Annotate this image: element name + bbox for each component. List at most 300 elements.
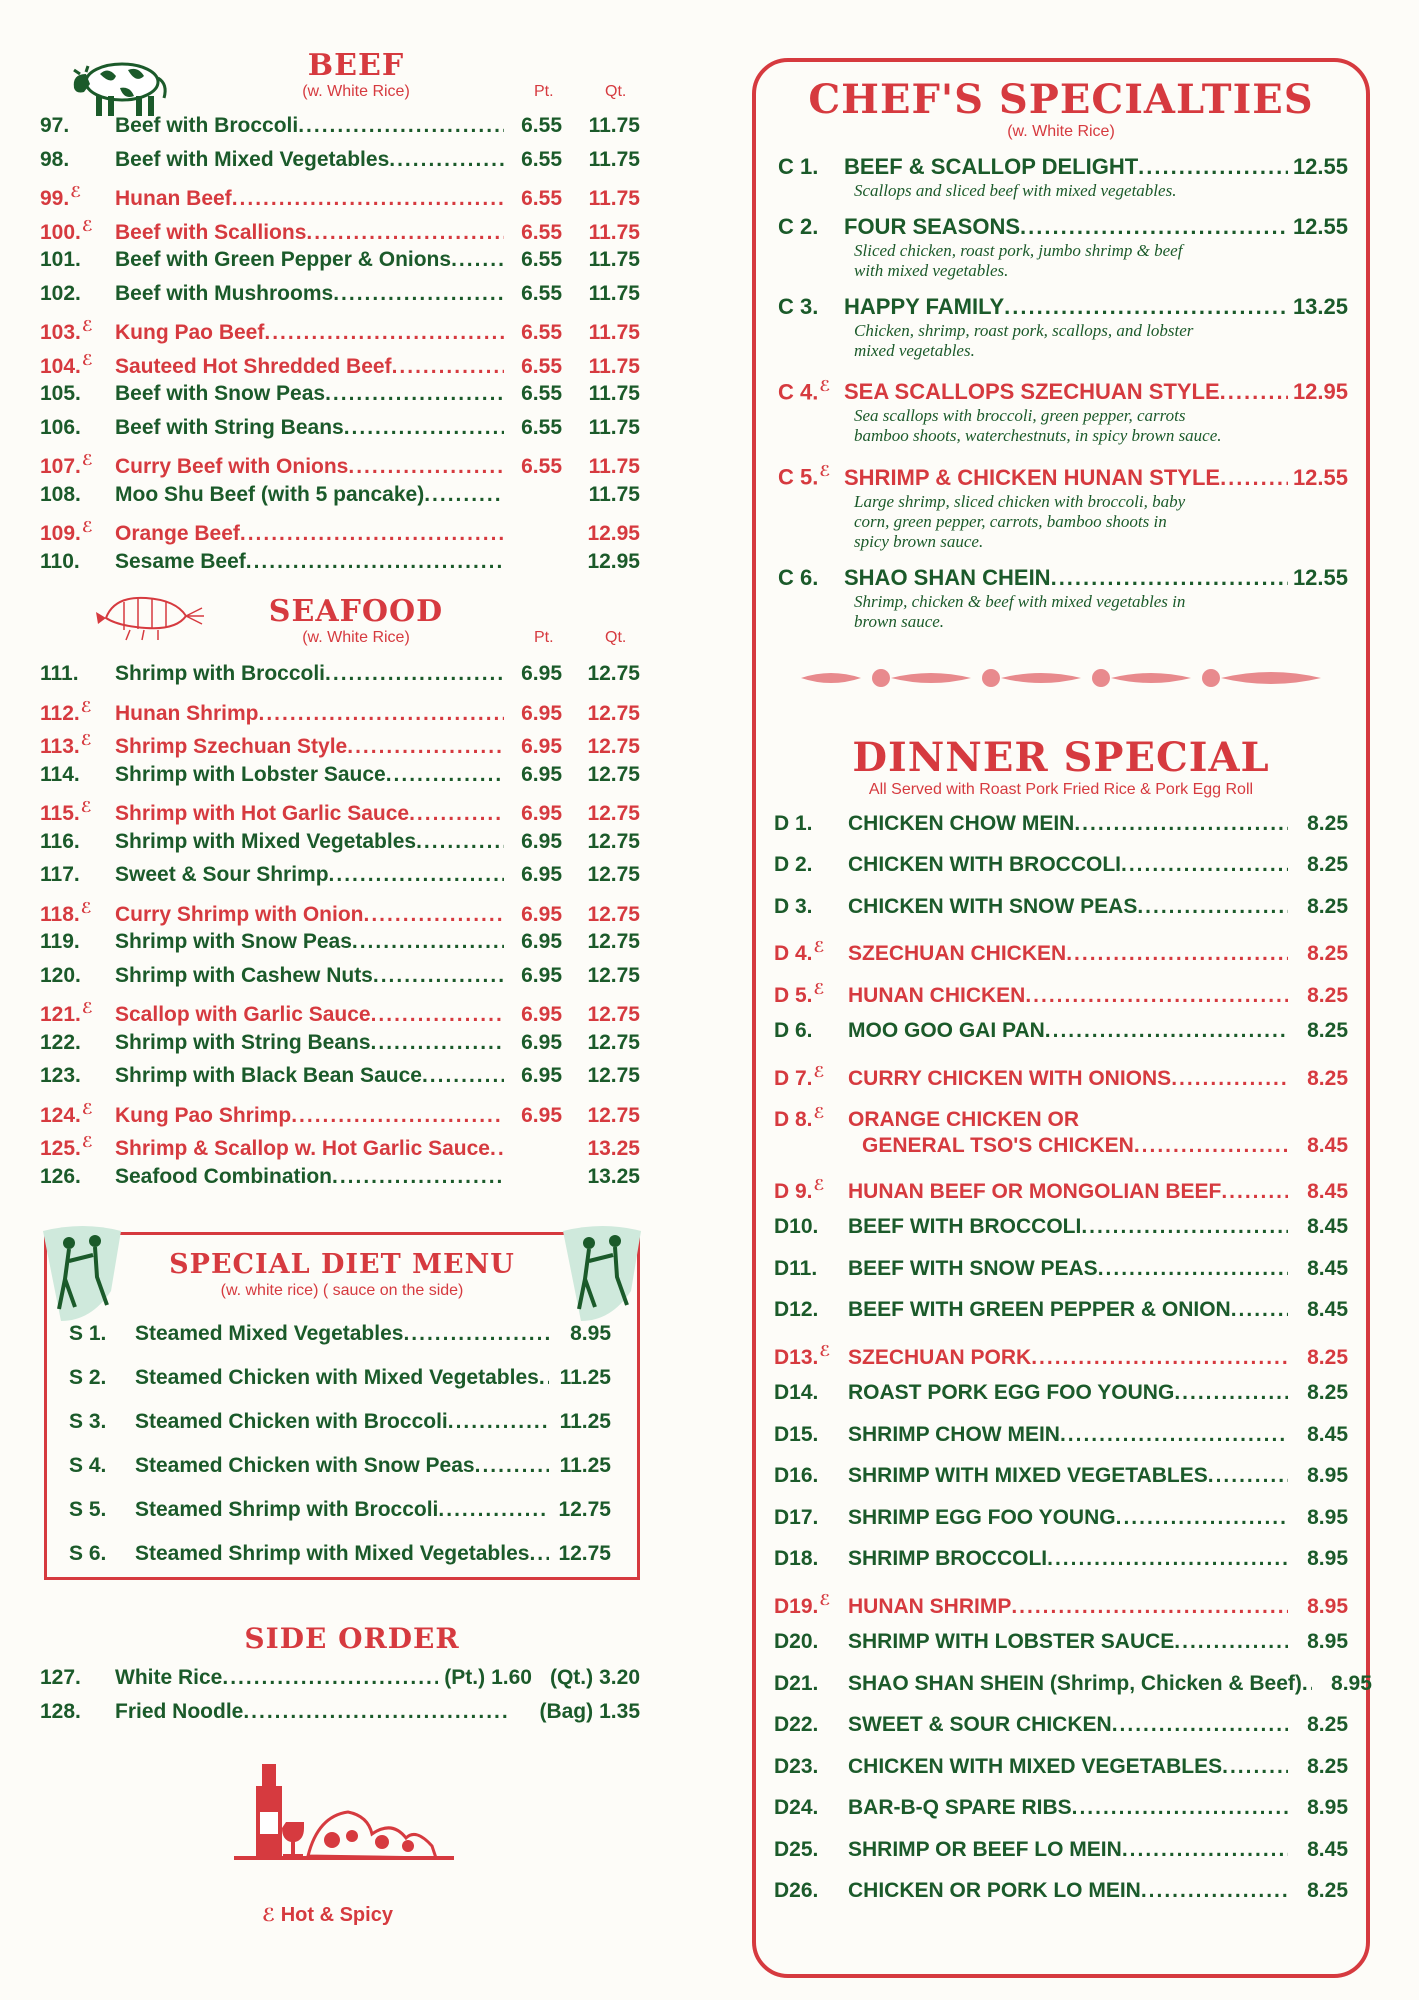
dinner-item: [774, 1052, 1348, 1094]
pepper-icon: ℰ: [81, 217, 93, 235]
item-description: mixed vegetables.: [854, 341, 975, 360]
dinner-list: [756, 803, 1372, 1912]
price-pint: 6.55: [521, 281, 562, 305]
pepper-icon: ℰ: [813, 1105, 825, 1123]
item-number: D 5.$^ℰ$: [774, 980, 825, 1007]
item-number: S 6.: [69, 1542, 107, 1565]
item-name: White Rice: [115, 1666, 223, 1689]
leader-dots: [352, 925, 504, 959]
price-pint: 6.95: [521, 963, 562, 987]
item-number: 116.: [40, 829, 80, 853]
dinner-item: [774, 1870, 1348, 1912]
price-quart: 11.75: [588, 354, 640, 378]
price-quart: 13.25: [587, 1164, 640, 1188]
price-2: 3.20: [599, 1666, 640, 1689]
item-price: 8.25: [1307, 1381, 1348, 1405]
item-number: 98.: [40, 147, 70, 171]
item-name: SWEET & SOUR CHICKEN: [848, 1713, 1112, 1737]
chef-list: [756, 153, 1366, 632]
price-1: 1.60: [491, 1666, 532, 1689]
diet-item: [69, 1488, 611, 1532]
beef-item: [40, 377, 640, 411]
item-number: D12.: [774, 1298, 819, 1322]
diet-list: [47, 1300, 637, 1576]
wine-fruit-icon: [232, 1760, 458, 1870]
beef-pt-header: Pt.: [534, 83, 554, 100]
item-name: Shrimp with Broccoli: [115, 662, 326, 685]
item-number: 103.$^ℰ$: [40, 318, 93, 344]
diet-subtitle: (w. white rice) ( sauce on the side): [220, 1282, 464, 1299]
seafood-item: [40, 791, 640, 825]
item-price: 12.55: [1292, 154, 1348, 179]
price-quart: 11.75: [588, 382, 640, 405]
item-number: 108.: [40, 482, 81, 506]
leader-dots: [1047, 1538, 1288, 1580]
leader-dots: [243, 1695, 509, 1729]
beef-item: [40, 545, 640, 579]
leader-dots: [1116, 1497, 1288, 1539]
item-number: 100.$^ℰ$: [40, 217, 93, 244]
item-price: 8.25: [1307, 1019, 1348, 1043]
seafood-item: [40, 657, 640, 691]
item-price: 8.45: [1307, 1256, 1348, 1280]
dinner-item: [774, 844, 1348, 886]
beef-item: [40, 310, 640, 344]
price-quart: 11.75: [588, 220, 640, 244]
item-number: D 8.$^ℰ$: [774, 1105, 825, 1132]
price-quart: 12.75: [587, 762, 640, 786]
beef-list: [40, 109, 640, 578]
item-name: Hunan Beef: [115, 187, 232, 210]
item-name: Curry Beef with Onions: [115, 455, 349, 478]
item-name: CHICKEN OR PORK LO MEIN: [848, 1879, 1141, 1903]
item-name: SHRIMP WITH LOBSTER SAUCE: [848, 1630, 1175, 1654]
item-number: D18.: [774, 1547, 819, 1571]
price-pint: 6.55: [521, 248, 562, 271]
dancers-icon-right: [559, 1221, 645, 1327]
pepper-icon: ℰ: [70, 184, 82, 201]
beef-item: [40, 511, 640, 545]
item-name: Shrimp with Lobster Sauce: [115, 762, 386, 786]
item-name: Steamed Chicken with Mixed Vegetables: [135, 1366, 539, 1389]
item-description: Scallops and sliced beef with mixed vegetables.: [854, 181, 1177, 200]
dinner-item: [774, 1621, 1348, 1663]
price-quart: 12.75: [587, 1064, 640, 1087]
dinner-item: [774, 1497, 1348, 1539]
leader-dots: [416, 825, 504, 859]
item-number: 124.$^ℰ$: [40, 1100, 93, 1127]
dinner-item: [774, 1746, 1348, 1788]
item-name: Beef with Broccoli: [115, 114, 299, 137]
seafood-item: [40, 925, 640, 959]
item-name: Steamed Mixed Vegetables: [135, 1322, 404, 1345]
item-number: C 3.: [778, 294, 819, 319]
item-number: 126.: [40, 1164, 81, 1188]
chef-item-row: [778, 458, 1348, 491]
item-price: 13.25: [1292, 294, 1348, 319]
chef-item-row: [778, 213, 1348, 241]
item-number: D 1.: [774, 811, 813, 835]
item-name: Beef with String Beans: [115, 415, 344, 439]
pepper-icon: ℰ: [813, 980, 825, 998]
price-pint: 6.95: [521, 829, 562, 853]
pepper-icon: ℰ: [80, 899, 92, 917]
item-number: D 3.: [774, 894, 813, 918]
leader-dots: [1174, 1372, 1288, 1414]
price-quart: 11.75: [588, 187, 640, 210]
leader-dots: [1098, 1248, 1288, 1290]
price-pint: 6.95: [521, 902, 562, 926]
side-order-section: [40, 1622, 640, 1728]
leader-dots: [1220, 378, 1288, 406]
chef-item-row: [778, 373, 1348, 406]
item-name: Shrimp with String Beans: [115, 1030, 371, 1054]
side-title: SIDE ORDER: [244, 1622, 460, 1655]
item-number: 107.$^ℰ$: [40, 452, 93, 478]
price-pint: 6.95: [521, 1103, 562, 1127]
item-number: 121.$^ℰ$: [40, 1000, 93, 1026]
item-price: 8.45: [1307, 1179, 1348, 1203]
price-quart: 13.25: [587, 1137, 640, 1160]
item-name: Beef with Snow Peas: [115, 382, 326, 405]
item-number: 101.: [40, 248, 81, 271]
dinner-item: [774, 1704, 1348, 1746]
leader-dots: [1220, 464, 1288, 492]
leader-dots: [1081, 1206, 1288, 1248]
price-pint: 6.95: [521, 1003, 562, 1026]
pepper-icon: ℰ: [819, 1591, 831, 1609]
item-name: HUNAN BEEF OR MONGOLIAN BEEF: [848, 1179, 1222, 1203]
leader-dots: [422, 1059, 504, 1093]
leader-dots: [232, 182, 504, 216]
price-quart: 12.75: [587, 930, 640, 953]
item-number: D14.: [774, 1381, 819, 1405]
price-quart: 12.75: [587, 863, 640, 886]
item-price: 8.25: [1307, 1066, 1348, 1090]
price-pint: 6.55: [521, 455, 562, 478]
leader-dots: [1141, 1870, 1288, 1912]
item-name: Curry Shrimp with Onion: [115, 902, 364, 926]
item-name: BAR-B-Q SPARE RIBS: [848, 1796, 1072, 1820]
item-number: 110.: [40, 549, 80, 573]
dinner-item: [774, 927, 1348, 969]
beef-item: [40, 277, 640, 311]
pepper-icon: ℰ: [262, 1905, 276, 1925]
dinner-item: [774, 1787, 1348, 1829]
dinner-item: [774, 1093, 1348, 1135]
leader-dots: [1020, 213, 1288, 241]
price-quart: 12.75: [587, 701, 640, 725]
chef-item: [778, 153, 1348, 201]
item-number: D15.: [774, 1422, 819, 1446]
item-number: D 9.$^ℰ$: [774, 1176, 825, 1203]
price-pint: 6.55: [521, 382, 562, 405]
item-price: 12.55: [1292, 464, 1348, 490]
chef-item: [778, 458, 1348, 551]
item-name: Beef with Scallions: [115, 220, 307, 244]
beef-qt-header: Qt.: [605, 83, 627, 100]
diet-item: [69, 1532, 611, 1576]
item-price: 12.55: [1292, 214, 1348, 239]
item-name: MOO GOO GAI PAN: [848, 1019, 1045, 1043]
item-name: CURRY CHICKEN WITH ONIONS: [848, 1066, 1172, 1090]
leader-dots: [1072, 1787, 1288, 1829]
item-price: 8.25: [1307, 811, 1348, 835]
seafood-pt-header: Pt.: [534, 629, 554, 646]
price-quart: 11.75: [588, 482, 640, 506]
leader-dots: [1137, 886, 1288, 928]
price-pint: 6.55: [521, 321, 562, 344]
chef-item-row: [778, 293, 1348, 321]
price-quart: 12.75: [587, 662, 640, 685]
item-name: BEEF WITH SNOW PEAS: [848, 1256, 1098, 1280]
price-pint: 6.95: [521, 735, 562, 758]
seafood-item: [40, 892, 640, 926]
item-price: 8.25: [1307, 853, 1348, 877]
item-price: 8.95: [1331, 1671, 1372, 1695]
dancers-icon: [39, 1221, 125, 1327]
chef-item: [778, 293, 1348, 361]
price-quart: 12.75: [587, 963, 640, 987]
item-price: 12.75: [558, 1498, 611, 1521]
item-price: 8.45: [1307, 1133, 1348, 1157]
side-item: [40, 1695, 640, 1729]
item-name: CHICKEN WITH SNOW PEAS: [848, 894, 1138, 918]
price-quart: 12.95: [587, 549, 640, 573]
dinner-item: [774, 1165, 1348, 1207]
leader-dots: [1060, 1414, 1288, 1456]
leader-dots: [1066, 933, 1288, 975]
item-name: Kung Pao Beef: [115, 321, 265, 344]
dinner-item: [774, 1455, 1348, 1497]
item-number: 119.: [40, 930, 80, 953]
leader-dots: [1074, 803, 1288, 845]
leader-dots: [539, 1356, 549, 1400]
item-number: D17.: [774, 1505, 819, 1529]
item-price: 8.95: [1307, 1505, 1348, 1529]
leader-dots: [246, 545, 504, 579]
leader-dots: [1174, 1621, 1288, 1663]
item-number: 99.$^ℰ$: [40, 184, 82, 210]
seafood-item: [40, 1093, 640, 1127]
leader-dots: [1045, 1010, 1288, 1052]
leader-dots: [373, 959, 504, 993]
beef-section: [40, 48, 640, 578]
pepper-icon: ℰ: [81, 1134, 93, 1151]
item-number: 102.: [40, 281, 81, 305]
item-number: 105.: [40, 382, 81, 405]
price-quart: 11.75: [588, 455, 640, 478]
seafood-item: [40, 758, 640, 792]
hot-spicy-legend: [262, 1904, 393, 1927]
leader-dots: [1004, 293, 1288, 321]
right-column: [752, 58, 1370, 1978]
item-number: 118.$^ℰ$: [40, 899, 92, 926]
price-quart: 12.75: [587, 902, 640, 926]
seafood-item: [40, 992, 640, 1026]
pepper-icon: ℰ: [813, 1063, 825, 1081]
item-name: SZECHUAN PORK: [848, 1345, 1032, 1369]
item-number: S 3.: [69, 1410, 107, 1433]
pepper-icon: ℰ: [81, 351, 93, 369]
item-name: Sweet & Sour Shrimp: [115, 863, 329, 886]
item-price: 12.55: [1292, 564, 1348, 590]
item-price: 8.95: [1307, 1630, 1348, 1654]
price-pint: 6.95: [521, 1030, 562, 1054]
item-number: D 4.$^ℰ$: [774, 939, 825, 966]
leader-dots: [1121, 844, 1288, 886]
price-quart: 12.75: [587, 1103, 640, 1127]
beef-item: [40, 444, 640, 478]
size-label-2: (Bag): [539, 1699, 594, 1723]
leader-dots: [371, 1026, 504, 1060]
leader-dots: [475, 1444, 549, 1488]
special-diet-box: [44, 1232, 640, 1580]
price-pint: 6.95: [521, 1064, 562, 1087]
leader-dots: [451, 243, 504, 277]
beef-item: [40, 243, 640, 277]
item-name: Shrimp with Snow Peas: [115, 930, 352, 953]
item-price: 8.95: [1307, 1796, 1348, 1820]
item-number: C 5.$^ℰ$: [778, 463, 831, 490]
size-label: (Pt.): [444, 1666, 486, 1689]
price-pint: 6.95: [521, 662, 562, 685]
item-price: 8.25: [1307, 1754, 1348, 1778]
leader-dots: [259, 697, 504, 731]
leader-dots: [386, 758, 504, 792]
dinner-item: [774, 1663, 1372, 1705]
beef-title: BEEF: [307, 48, 405, 83]
price-quart: 11.75: [588, 114, 640, 137]
item-number: S 5.: [69, 1498, 107, 1521]
item-number: S 4.: [69, 1454, 107, 1477]
item-description: with mixed vegetables.: [854, 261, 1009, 280]
item-name: Shrimp with Black Bean Sauce: [115, 1064, 422, 1087]
item-number: S 1.: [69, 1322, 107, 1345]
dinner-item: [774, 1331, 1348, 1373]
leader-dots: [1051, 564, 1288, 592]
leader-dots: [1302, 1663, 1312, 1705]
dinner-item: [774, 1248, 1348, 1290]
item-number: D 6.: [774, 1019, 813, 1043]
side-list: [40, 1661, 640, 1728]
item-price: 8.45: [1307, 1837, 1348, 1861]
side-item: [40, 1661, 640, 1695]
dinner-item: [774, 1580, 1348, 1622]
item-number: D23.: [774, 1754, 819, 1778]
item-name: Shrimp Szechuan Style: [115, 735, 348, 758]
item-price: 8.25: [1307, 1879, 1348, 1903]
dinner-item: [774, 1829, 1348, 1871]
item-number: 117.: [40, 863, 80, 886]
leader-dots: [1222, 1746, 1288, 1788]
price-quart: 11.75: [588, 248, 640, 271]
item-name: SHRIMP & CHICKEN HUNAN STYLE: [844, 464, 1221, 490]
price-pint: 6.55: [521, 114, 562, 137]
item-description: brown sauce.: [854, 611, 945, 631]
leader-dots: [424, 478, 504, 512]
seafood-item: [40, 724, 640, 758]
item-number: C 4.$^ℰ$: [778, 378, 831, 405]
pepper-icon: ℰ: [819, 463, 831, 481]
price-quart: 12.75: [587, 735, 640, 758]
leader-dots: [403, 1312, 549, 1356]
item-name: Beef with Mixed Vegetables: [115, 147, 390, 171]
item-description: corn, green pepper, carrots, bamboo shoots in: [854, 511, 1167, 531]
item-number: D13.$^ℰ$: [774, 1342, 831, 1369]
item-number: D16.: [774, 1464, 819, 1488]
price-pint: 6.55: [521, 220, 562, 244]
price-quart: 11.75: [588, 415, 640, 439]
item-price: 8.45: [1307, 1298, 1348, 1322]
seafood-item: [40, 1160, 640, 1194]
item-name: Shrimp with Cashew Nuts: [115, 963, 373, 987]
item-name: SHRIMP EGG FOO YOUNG: [848, 1505, 1116, 1529]
item-name: Seafood Combination: [115, 1164, 332, 1188]
item-name: Shrimp with Hot Garlic Sauce: [115, 802, 410, 825]
item-number: 115.$^ℰ$: [40, 799, 92, 825]
item-price: 12.95: [1292, 379, 1348, 405]
item-number: 97.: [40, 114, 70, 137]
price-quart: 11.75: [588, 321, 640, 344]
leader-dots: [438, 1488, 549, 1532]
item-number: 109.$^ℰ$: [40, 519, 93, 545]
leader-dots: [1231, 1289, 1288, 1331]
leader-dots: [264, 316, 504, 350]
item-number: D24.: [774, 1796, 819, 1820]
dinner-item: [774, 886, 1348, 928]
item-number: 112.$^ℰ$: [40, 698, 92, 725]
leader-dots: [1122, 1829, 1288, 1871]
pepper-icon: ℰ: [81, 1100, 93, 1118]
item-description: Sliced chicken, roast pork, jumbo shrimp & beef: [854, 241, 1183, 260]
leader-dots: [298, 109, 504, 143]
pepper-icon: ℰ: [81, 519, 93, 536]
item-description: Shrimp, chicken & beef with mixed vegetables in: [854, 591, 1186, 611]
seafood-section: [40, 594, 640, 1193]
leader-dots: [325, 377, 504, 411]
item-name: FOUR SEASONS: [844, 214, 1021, 239]
item-price: 8.95: [570, 1322, 611, 1345]
price-quart: 12.75: [587, 802, 640, 825]
chef-subtitle: (w. White Rice): [1007, 123, 1115, 140]
item-number: 114.: [40, 762, 80, 786]
leader-dots: [1112, 1704, 1288, 1746]
price-pint: 6.95: [521, 802, 562, 825]
item-name: HAPPY FAMILY: [844, 294, 1005, 319]
item-name: SHRIMP CHOW MEIN: [848, 1422, 1060, 1446]
item-number: D25.: [774, 1837, 819, 1861]
item-number: 127.: [40, 1666, 81, 1689]
diet-item: [69, 1356, 611, 1400]
item-name: Sauteed Hot Shredded Beef: [115, 354, 392, 378]
pepper-icon: ℰ: [819, 1342, 831, 1360]
item-number: 123.: [40, 1064, 81, 1087]
chef-item-row: [778, 153, 1348, 181]
dinner-item: [774, 969, 1348, 1011]
leader-dots: [291, 1099, 504, 1133]
leader-dots: [222, 1661, 438, 1695]
item-name: Orange Beef: [115, 522, 240, 545]
chef-item: [778, 564, 1348, 632]
item-name: Shrimp with Mixed Vegetables: [115, 829, 417, 853]
item-price: 8.45: [1307, 1422, 1348, 1446]
item-number: 106.: [40, 415, 81, 439]
price-pint: 6.55: [521, 415, 562, 439]
pepper-icon: ℰ: [80, 698, 92, 716]
item-number: S 2.: [69, 1366, 107, 1389]
dinner-item: [774, 803, 1348, 845]
